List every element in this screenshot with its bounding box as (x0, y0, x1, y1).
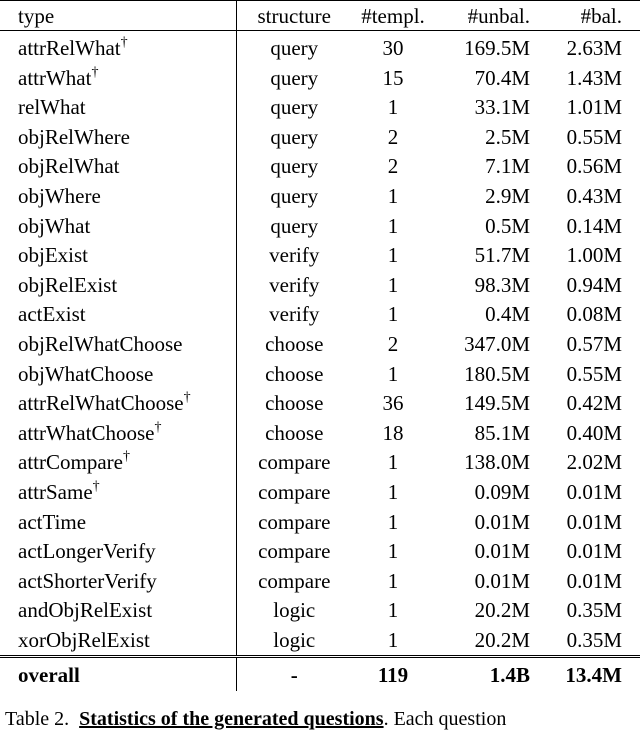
table-row (0, 123, 640, 153)
cell-balanced (536, 93, 640, 123)
cell-type-text: objRelWhere (18, 124, 130, 149)
cell-structure-text: query (270, 36, 319, 60)
cell-structure-text: logic (273, 627, 316, 652)
cell-templates-text: 15 (382, 65, 404, 90)
cell-templates (352, 152, 434, 182)
cell-unbalanced (434, 508, 536, 538)
cell-type-text: objWhere (18, 183, 101, 208)
cell-unbalanced-text: 20.2M (474, 627, 530, 652)
cell-structure (236, 596, 352, 626)
cell-balanced (536, 182, 640, 212)
cell-structure-text: query (270, 183, 319, 208)
cell-templates-text: 18 (382, 420, 404, 445)
header-balanced: #bal. (536, 1, 640, 31)
cell-unbalanced (434, 64, 536, 94)
cell-structure (236, 64, 352, 94)
cell-templates-text: 1 (387, 243, 399, 268)
cell-templates (352, 271, 434, 301)
cell-type (0, 123, 236, 153)
cell-type-text: objExist (18, 243, 89, 268)
cell-structure-text: verify (269, 243, 320, 268)
cell-balanced-text: 0.35M (566, 627, 622, 652)
cell-structure (236, 271, 352, 301)
table-row (0, 389, 640, 419)
cell-structure (236, 182, 352, 212)
table-row (0, 31, 640, 64)
cell-unbalanced-text: 0.09M (474, 479, 530, 504)
cell-type-text: xorObjRelExist (18, 627, 150, 652)
cell-structure-text: query (270, 124, 319, 149)
cell-unbalanced-text: 0.01M (474, 539, 530, 564)
cell-structure-text: choose (265, 420, 324, 445)
table-row (0, 596, 640, 626)
cell-templates (352, 360, 434, 390)
table-row (0, 64, 640, 94)
cell-type-text: objWhat (18, 213, 91, 238)
cell-templates (352, 478, 434, 508)
cell-balanced (536, 448, 640, 478)
cell-structure (236, 567, 352, 597)
cell-structure-text: query (270, 213, 319, 238)
table-row (0, 152, 640, 182)
cell-structure-text: choose (265, 391, 324, 416)
cell-unbalanced (434, 182, 536, 212)
cell-templates (352, 241, 434, 271)
cell-unbalanced-text: 51.7M (474, 243, 530, 268)
cell-templates-text: 36 (382, 391, 404, 416)
cell-templates-text: 1 (387, 598, 399, 623)
cell-type-text: objRelWhat (18, 154, 120, 179)
header-templates: #templ. (352, 1, 434, 31)
cell-type-text: actExist (18, 302, 86, 327)
overall-templates: 119 (352, 657, 434, 692)
cell-unbalanced-text: 7.1M (485, 154, 530, 179)
table-row (0, 478, 640, 508)
cell-type-text: relWhat (18, 95, 86, 120)
cell-balanced-text: 1.00M (566, 243, 622, 268)
cell-balanced-text: 0.01M (566, 509, 622, 534)
cell-structure (236, 419, 352, 449)
cell-unbalanced-text: 138.0M (464, 450, 530, 475)
table-body (0, 31, 640, 657)
cell-balanced (536, 123, 640, 153)
cell-templates-text: 1 (387, 213, 399, 238)
cell-structure (236, 478, 352, 508)
cell-balanced-text: 0.35M (566, 598, 622, 623)
cell-unbalanced-text: 0.01M (474, 568, 530, 593)
cell-balanced (536, 567, 640, 597)
cell-structure (236, 537, 352, 567)
cell-balanced-text: 0.01M (566, 479, 622, 504)
cell-type (0, 330, 236, 360)
cell-templates (352, 123, 434, 153)
cell-type (0, 508, 236, 538)
cell-structure (236, 31, 352, 64)
cell-unbalanced (434, 123, 536, 153)
cell-type (0, 182, 236, 212)
cell-type (0, 271, 236, 301)
cell-type-text: attrWhatChoose (18, 420, 155, 445)
cell-type (0, 93, 236, 123)
cell-type-text: attrRelWhatChoose (18, 391, 184, 416)
cell-templates (352, 567, 434, 597)
cell-type (0, 300, 236, 330)
dagger-mark: † (92, 478, 100, 494)
cell-structure-text: compare (258, 539, 331, 564)
cell-templates (352, 389, 434, 419)
cell-templates (352, 182, 434, 212)
cell-structure-text: query (270, 154, 319, 179)
cell-structure (236, 212, 352, 242)
cell-type (0, 31, 236, 64)
cell-unbalanced-text: 85.1M (474, 420, 530, 445)
cell-balanced-text: 1.43M (566, 65, 622, 90)
cell-templates-text: 1 (387, 568, 399, 593)
table-row (0, 212, 640, 242)
cell-unbalanced (434, 360, 536, 390)
cell-balanced-text: 0.55M (566, 361, 622, 386)
cell-templates-text: 1 (387, 450, 399, 475)
cell-unbalanced-text: 149.5M (464, 391, 530, 416)
cell-templates-text: 1 (387, 183, 399, 208)
caption-title: Statistics of the generated questions (79, 708, 384, 730)
cell-balanced (536, 478, 640, 508)
cell-balanced-text: 0.14M (566, 213, 622, 238)
cell-unbalanced-text: 0.01M (474, 509, 530, 534)
cell-balanced-text: 0.01M (566, 568, 622, 593)
cell-type-text: actLongerVerify (18, 539, 156, 564)
cell-templates (352, 93, 434, 123)
cell-type-text: attrRelWhat (18, 36, 121, 60)
cell-type (0, 596, 236, 626)
cell-balanced (536, 596, 640, 626)
cell-templates-text: 2 (387, 154, 399, 179)
header-structure: structure (236, 1, 352, 31)
cell-structure-text: verify (269, 272, 320, 297)
cell-templates (352, 212, 434, 242)
cell-unbalanced (434, 300, 536, 330)
cell-unbalanced-text: 20.2M (474, 598, 530, 623)
cell-balanced (536, 330, 640, 360)
cell-type (0, 626, 236, 657)
cell-templates-text: 1 (387, 361, 399, 386)
cell-unbalanced-text: 0.4M (485, 302, 530, 327)
cell-templates-text: 1 (387, 479, 399, 504)
cell-structure-text: logic (273, 598, 316, 623)
cell-balanced (536, 360, 640, 390)
cell-structure-text: compare (258, 509, 331, 534)
table-row (0, 567, 640, 597)
cell-balanced (536, 300, 640, 330)
cell-type (0, 212, 236, 242)
cell-balanced (536, 389, 640, 419)
cell-unbalanced-text: 180.5M (464, 361, 530, 386)
cell-structure (236, 626, 352, 657)
cell-type (0, 537, 236, 567)
cell-templates (352, 419, 434, 449)
cell-unbalanced (434, 271, 536, 301)
overall-label: overall (0, 657, 236, 692)
cell-balanced-text: 0.08M (566, 302, 622, 327)
cell-balanced-text: 0.56M (566, 154, 622, 179)
cell-structure-text: choose (265, 331, 324, 356)
table-footer (0, 657, 640, 692)
table-header (0, 1, 640, 31)
cell-structure-text: compare (258, 450, 331, 475)
header-type: type (0, 1, 236, 31)
cell-unbalanced (434, 389, 536, 419)
cell-templates-text: 1 (387, 627, 399, 652)
cell-unbalanced (434, 537, 536, 567)
table-row (0, 93, 640, 123)
cell-structure (236, 448, 352, 478)
table-row (0, 508, 640, 538)
cell-type (0, 241, 236, 271)
cell-balanced-text: 0.94M (566, 272, 622, 297)
cell-structure-text: compare (258, 479, 331, 504)
cell-unbalanced (434, 567, 536, 597)
cell-structure-text: verify (269, 302, 320, 327)
table-row (0, 182, 640, 212)
cell-balanced (536, 241, 640, 271)
caption-suffix: . Each question (383, 708, 507, 730)
cell-templates (352, 64, 434, 94)
table-row (0, 419, 640, 449)
cell-templates (352, 596, 434, 626)
cell-structure (236, 93, 352, 123)
cell-balanced-text: 2.02M (566, 450, 622, 475)
table-row (0, 537, 640, 567)
cell-templates-text: 1 (387, 95, 399, 120)
cell-unbalanced (434, 330, 536, 360)
cell-balanced-text: 0.01M (566, 539, 622, 564)
cell-structure (236, 300, 352, 330)
cell-type (0, 567, 236, 597)
cell-unbalanced-text: 70.4M (474, 65, 530, 90)
cell-structure-text: query (270, 95, 319, 120)
cell-balanced (536, 271, 640, 301)
cell-unbalanced (434, 448, 536, 478)
dagger-mark: † (91, 64, 99, 80)
header-row (0, 1, 640, 31)
cell-type (0, 64, 236, 94)
cell-balanced (536, 508, 640, 538)
cell-templates (352, 537, 434, 567)
caption-prefix: Table 2. (5, 708, 70, 730)
cell-templates-text: 30 (382, 36, 404, 60)
cell-type-text: objWhatChoose (18, 361, 154, 386)
cell-type-text: attrWhat (18, 65, 92, 90)
cell-unbalanced (434, 419, 536, 449)
cell-templates (352, 508, 434, 538)
dagger-mark: † (122, 449, 130, 465)
dagger-mark: † (183, 390, 191, 406)
cell-unbalanced (434, 31, 536, 64)
cell-structure (236, 330, 352, 360)
cell-unbalanced (434, 152, 536, 182)
cell-unbalanced-text: 98.3M (474, 272, 530, 297)
cell-structure (236, 389, 352, 419)
cell-unbalanced (434, 596, 536, 626)
overall-unbalanced: 1.4B (434, 657, 536, 692)
cell-unbalanced (434, 93, 536, 123)
table-row (0, 241, 640, 271)
overall-structure: - (236, 657, 352, 692)
dagger-mark: † (154, 419, 162, 435)
cell-templates-text: 1 (387, 509, 399, 534)
cell-unbalanced-text: 0.5M (485, 213, 530, 238)
cell-balanced-text: 0.42M (566, 391, 622, 416)
cell-templates (352, 300, 434, 330)
cell-unbalanced (434, 626, 536, 657)
cell-templates-text: 1 (387, 539, 399, 564)
cell-structure-text: compare (258, 568, 331, 593)
table-row (0, 300, 640, 330)
cell-templates (352, 626, 434, 657)
cell-unbalanced-text: 33.1M (474, 95, 530, 120)
dagger-mark: † (120, 35, 128, 50)
table-row (0, 271, 640, 301)
cell-balanced (536, 152, 640, 182)
cell-balanced (536, 64, 640, 94)
cell-type (0, 448, 236, 478)
cell-templates-text: 1 (387, 272, 399, 297)
cell-type-text: objRelExist (18, 272, 118, 297)
cell-type-text: attrCompare (18, 450, 123, 475)
cell-balanced (536, 537, 640, 567)
cell-templates-text: 2 (387, 331, 399, 356)
cell-balanced-text: 0.40M (566, 420, 622, 445)
cell-balanced-text: 0.55M (566, 124, 622, 149)
table-row (0, 448, 640, 478)
cell-balanced-text: 0.43M (566, 183, 622, 208)
cell-balanced (536, 626, 640, 657)
cell-type (0, 419, 236, 449)
table-row (0, 360, 640, 390)
cell-balanced (536, 419, 640, 449)
cell-structure (236, 152, 352, 182)
cell-balanced-text: 0.57M (566, 331, 622, 356)
cell-balanced (536, 31, 640, 64)
table-row (0, 626, 640, 657)
cell-structure (236, 123, 352, 153)
overall-row (0, 657, 640, 692)
cell-balanced-text: 2.63M (566, 36, 622, 60)
cell-type-text: actShorterVerify (18, 568, 157, 593)
cell-type (0, 360, 236, 390)
cell-templates-text: 1 (387, 302, 399, 327)
cell-unbalanced-text: 347.0M (464, 331, 530, 356)
cell-unbalanced (434, 212, 536, 242)
cell-balanced (536, 212, 640, 242)
cell-balanced-text: 1.01M (566, 95, 622, 120)
cell-templates (352, 330, 434, 360)
overall-balanced: 13.4M (536, 657, 640, 692)
cell-structure-text: query (270, 65, 319, 90)
cell-templates (352, 31, 434, 64)
cell-unbalanced (434, 241, 536, 271)
cell-type (0, 478, 236, 508)
cell-type (0, 152, 236, 182)
cell-templates-text: 2 (387, 124, 399, 149)
header-unbalanced: #unbal. (434, 1, 536, 31)
cell-type-text: objRelWhatChoose (18, 331, 183, 356)
cell-type-text: andObjRelExist (18, 598, 153, 623)
cell-structure (236, 508, 352, 538)
cell-unbalanced-text: 2.9M (485, 183, 530, 208)
cell-type (0, 389, 236, 419)
table-caption (5, 707, 640, 731)
cell-structure (236, 241, 352, 271)
cell-type-text: actTime (18, 509, 87, 534)
cell-structure-text: choose (265, 361, 324, 386)
cell-unbalanced (434, 478, 536, 508)
cell-type-text: attrSame (18, 479, 93, 504)
cell-unbalanced-text: 169.5M (464, 36, 530, 60)
table-row (0, 330, 640, 360)
cell-structure (236, 360, 352, 390)
cell-templates (352, 448, 434, 478)
cell-unbalanced-text: 2.5M (485, 124, 530, 149)
